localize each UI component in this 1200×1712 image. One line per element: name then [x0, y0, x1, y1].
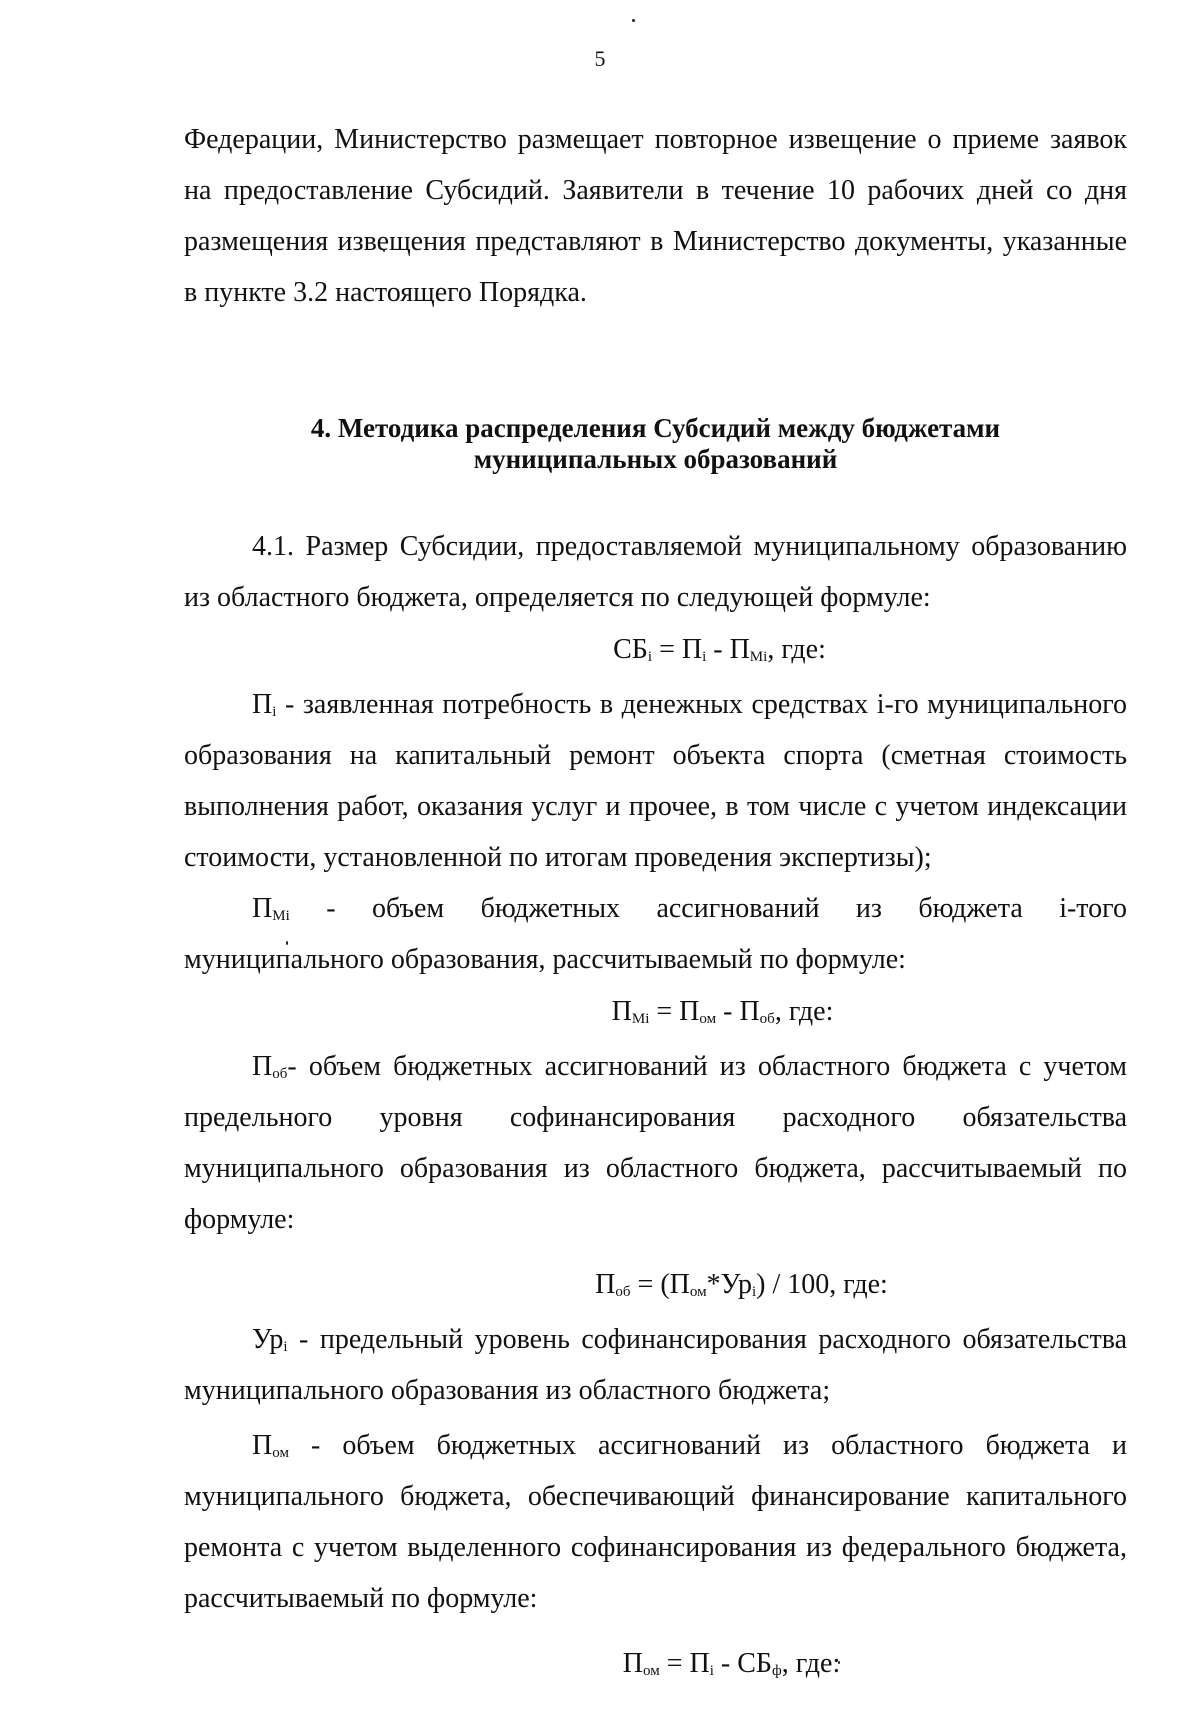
formula-pmi: $П_{Мi} = П_{ом} - П_{об}$, где:: [611, 996, 834, 1027]
scan-speck: [632, 19, 635, 22]
section-heading-line1: 4. Методика распределения Субсидий между бюджетами: [310, 413, 1001, 443]
document-body: [184, 114, 1127, 1689]
definition-pmi-line1: $П_{Мi}$ - объем бюджетных ассигнований из бюджета i-того: [252, 893, 1127, 924]
section-heading-line2: муниципальных образований: [473, 444, 838, 474]
definition-ur: $Ур_i$ - предельный уровень софинансирования расходного обязательства муниципального образования из областного бюджета;: [184, 1324, 1127, 1406]
page-number: 5: [594, 46, 606, 71]
formula-pob: $П_{об} = (П_{ом}*Ур_i) / 100$, где:: [595, 1269, 888, 1300]
intro-paragraph: Федерации, Министерство размещает повторное извещение о приеме заявок на предоставление Субсидий. Заявители в течение 10 рабочих дней со дня размещения извещения представляют в Министерство документы, указанные в пункте 3.2 настоящего Порядка.: [184, 124, 1127, 308]
definition-pmi-rest: муниципального образования, рассчитываемый по формуле:: [184, 944, 906, 975]
formula-subsidy: $СБ_i = П_i - П_{Мi}$, где:: [613, 634, 826, 665]
definition-pi: $П_i$ - заявленная потребность в денежных средствах i-го муниципального образования на капитальный ремонт объекта спорта (сметная стоимость выполнения работ, оказания услуг и прочее, в том числе с учетом индексации стоимости, установленной по итогам проведения экспертизы);: [184, 689, 1127, 873]
formula-pom: $П_{ом} = П_i - СБ_ф$, где:: [622, 1648, 841, 1679]
definition-pob: $П_{об}-$ объем бюджетных ассигнований из областного бюджета с учетом предельного уровня софинансирования расходного обязательства муниципального образования из областного бюджета, рассчитываемый по формуле:: [184, 1051, 1127, 1235]
section-heading: [184, 413, 1127, 475]
definition-pom: $П_{ом}$ - объем бюджетных ассигнований из областного бюджета и муниципального бюджета, обеспечивающий финансирование капитального ремонта с учетом выделенного софинансирования из федерального бюджета, рассчитываемый по формуле:: [184, 1430, 1127, 1614]
paragraph-4-1: 4.1. Размер Субсидии, предоставляемой муниципальному образованию из областного бюджета, определяется по следующей формуле:: [184, 531, 1127, 613]
